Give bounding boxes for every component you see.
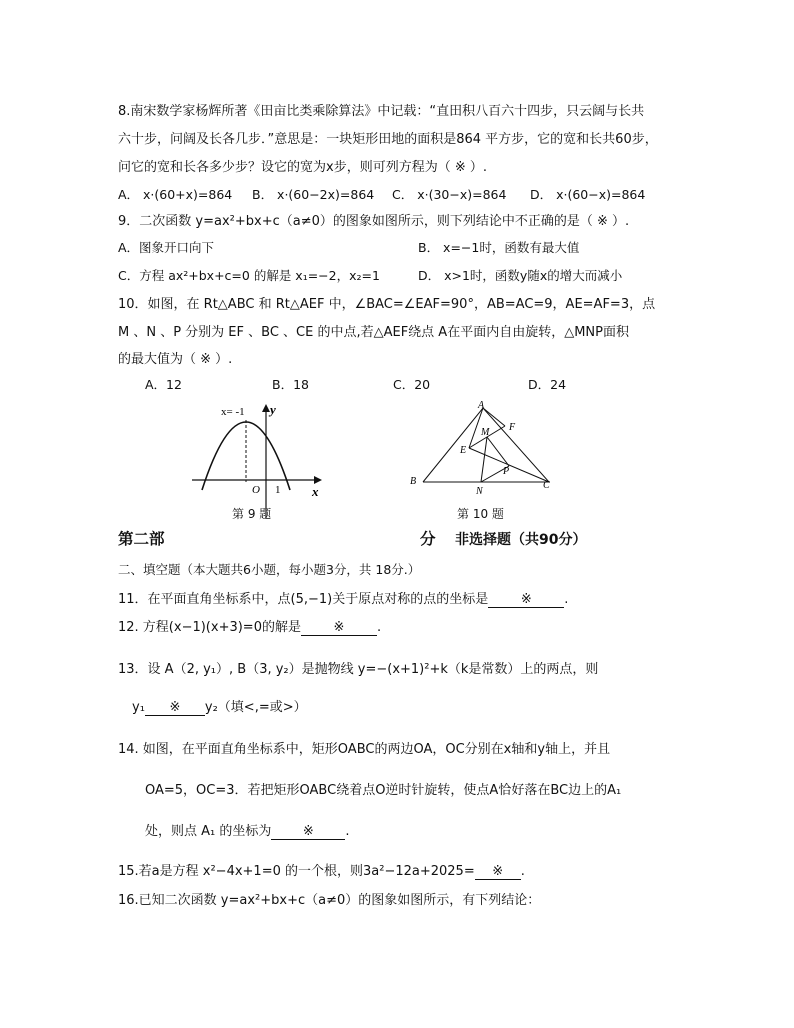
q14-line3 [145,820,350,840]
q11-end: . [564,592,569,607]
q12 [118,616,381,636]
q13-answer-blank[interactable]: ※ [145,700,205,716]
q9-option-a: A．图象开口向下 [118,240,215,255]
q16-text: 16.已知二次函数 y=ax²+bx+c（a≠0）的图象如图所示，有下列结论： [118,893,541,908]
q8-option-a: A． x·(60+x)=864 [118,187,233,202]
q11 [118,588,568,608]
q9-option-d: D． x>1时，函数y随x的增大而减小 [418,268,623,283]
q12-text: 12. 方程(x−1)(x+3)=0的解是 [118,620,301,635]
fig10-point-f: F [509,422,516,433]
q14-answer-blank[interactable]: ※ [271,824,345,840]
q9-option-b: B． x=−1时，函数有最大值 [418,240,580,255]
q10-option-c: C．20 [393,377,431,392]
fig10-point-a: A [478,400,485,411]
fig10-point-p: P [503,466,510,477]
q8-line3: 问它的宽和长各多少步？设它的宽为x步，则可列方程为（ ※ ）. [118,160,487,175]
fig9-origin-label: O [252,484,260,496]
part2-heading-left: 第二部 [118,530,165,548]
q8-option-d: D． x·(60−x)=864 [530,187,646,202]
q10-line3: 的最大值为（ ※ ）. [118,352,233,367]
fig9-x-label: x [312,484,319,499]
q13-line2 [132,696,307,716]
fig9-one-label: 1 [275,484,281,496]
q15-end: . [520,864,525,879]
q10-option-b: B．18 [272,377,309,392]
q11-answer-blank[interactable]: ※ [488,592,564,608]
q14-end: . [345,824,350,839]
q15-answer-blank[interactable]: ※ [475,864,521,880]
q10-option-a: A．12 [145,377,182,392]
q11-text: 11．在平面直角坐标系中，点(5,−1)关于原点对称的点的坐标是 [118,592,489,607]
q10-option-d: D．24 [528,377,567,392]
q13-pre: y₁ [132,700,145,715]
fig10-point-m: M [481,427,490,438]
fig10-point-e: E [460,445,467,456]
q10-line1: 10．如图，在 Rt△ABC 和 Rt△AEF 中，∠BAC=∠EAF=90°，AB=AC=9，AE=AF=3，点 [118,297,656,312]
q10-line2: M 、N 、P 分别为 EF 、BC 、CE 的中点,若△AEF绕点 A在平面内自由旋转，△MNP面积 [118,325,629,340]
q9-option-c: C．方程 ax²+bx+c=0 的解是 x₁=−2，x₂=1 [118,268,380,283]
section2-heading: 二、填空题（本大题共6小题，每小题3分，共 18分.） [118,562,421,577]
fig9-axis-label: x= -1 [221,406,245,418]
fig9-y-label: y [270,402,276,417]
q14-line1: 14. 如图，在平面直角坐标系中，矩形OABC的两边OA，OC分别在x轴和y轴上，并且 [118,742,611,757]
q12-answer-blank[interactable]: ※ [301,620,377,636]
q8-option-c: C． x·(30−x)=864 [392,187,507,202]
q8-line2: 六十步，问阔及长各几步．”意思是：一块矩形田地的面积是864 平方步，它的宽和长共60步， [118,132,658,147]
q12-end: . [376,620,382,635]
q8-line1: 8.南宋数学家杨辉所著《田亩比类乘除算法》中记载：“直田积八百六十四步，只云阔与长共 [118,104,645,119]
fig10-point-c: C [543,480,550,491]
q8-option-b: B． x·(60−2x)=864 [252,187,375,202]
fig10-point-n: N [476,486,483,497]
q9-stem: 9．二次函数 y=ax²+bx+c（a≠0）的图象如图所示，则下列结论中不正确的是（ ※ ）. [118,214,630,229]
q13-post: y₂（填<,=或>） [204,700,307,715]
q14-pre: 处，则点 A₁ 的坐标为 [145,824,272,839]
part2-heading-mid: 分 [420,530,436,548]
part2-heading-right: 非选择题（共90分） [455,532,587,548]
fig9-caption: 第 9 题 [232,507,272,521]
q13-line1: 13．设 A（2, y₁）, B（3, y₂）是抛物线 y=−(x+1)²+k（k是常数）上的两点，则 [118,662,599,677]
fig10-point-b: B [410,476,417,487]
q14-line2: OA=5，OC=3．若把矩形OABC绕着点O逆时针旋转，使点A恰好落在BC边上的A₁ [145,783,622,798]
q15 [118,860,525,880]
figure-10-triangles [405,400,565,500]
fig10-caption: 第 10 题 [457,507,504,521]
q15-text: 15.若a是方程 x²−4x+1=0 的一个根，则3a²−12a+2025= [118,864,475,879]
